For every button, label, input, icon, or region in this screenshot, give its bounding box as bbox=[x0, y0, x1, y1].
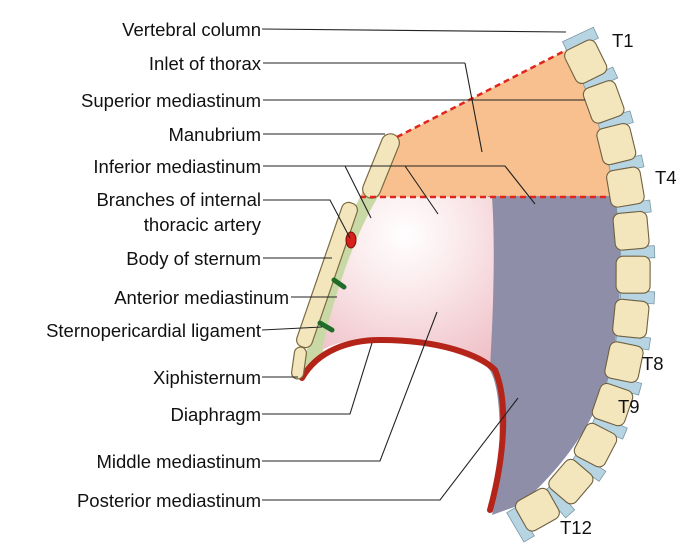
label-xiphisternum: Xiphisternum bbox=[153, 367, 261, 388]
label-vertebral-column: Vertebral column bbox=[122, 19, 261, 40]
label-inlet-of-thorax: Inlet of thorax bbox=[148, 53, 261, 74]
diaphragm-muscle bbox=[302, 340, 503, 510]
label-sternopericardial-ligament: Sternopericardial ligament bbox=[46, 320, 261, 341]
vertebral-body bbox=[606, 166, 646, 208]
leader-vertebral-column bbox=[262, 29, 566, 32]
label-body-of-sternum: Body of sternum bbox=[126, 248, 261, 269]
vertebral-body bbox=[613, 211, 650, 251]
label-diaphragm: Diaphragm bbox=[170, 404, 261, 425]
label-t12: T12 bbox=[560, 517, 592, 538]
label-t1: T1 bbox=[612, 30, 634, 51]
label-inferior-mediastinum: Inferior mediastinum bbox=[93, 156, 261, 177]
label-superior-mediastinum: Superior mediastinum bbox=[81, 90, 261, 111]
leader-posterior-mediastinum bbox=[262, 398, 518, 500]
structure-labels bbox=[46, 19, 289, 511]
vertebral-body bbox=[612, 299, 650, 339]
vertebral-body bbox=[616, 256, 650, 293]
label-anterior-mediastinum: Anterior mediastinum bbox=[114, 287, 289, 308]
label-branches-line2: thoracic artery bbox=[143, 214, 261, 235]
label-manubrium: Manubrium bbox=[168, 124, 261, 145]
label-branches-line1: Branches of internal bbox=[96, 189, 261, 210]
label-t8: T8 bbox=[642, 353, 664, 374]
label-posterior-mediastinum: Posterior mediastinum bbox=[76, 490, 261, 511]
label-t9: T9 bbox=[618, 396, 640, 417]
label-t4: T4 bbox=[655, 167, 677, 188]
vertebral-body bbox=[604, 341, 645, 384]
label-middle-mediastinum: Middle mediastinum bbox=[96, 451, 261, 472]
